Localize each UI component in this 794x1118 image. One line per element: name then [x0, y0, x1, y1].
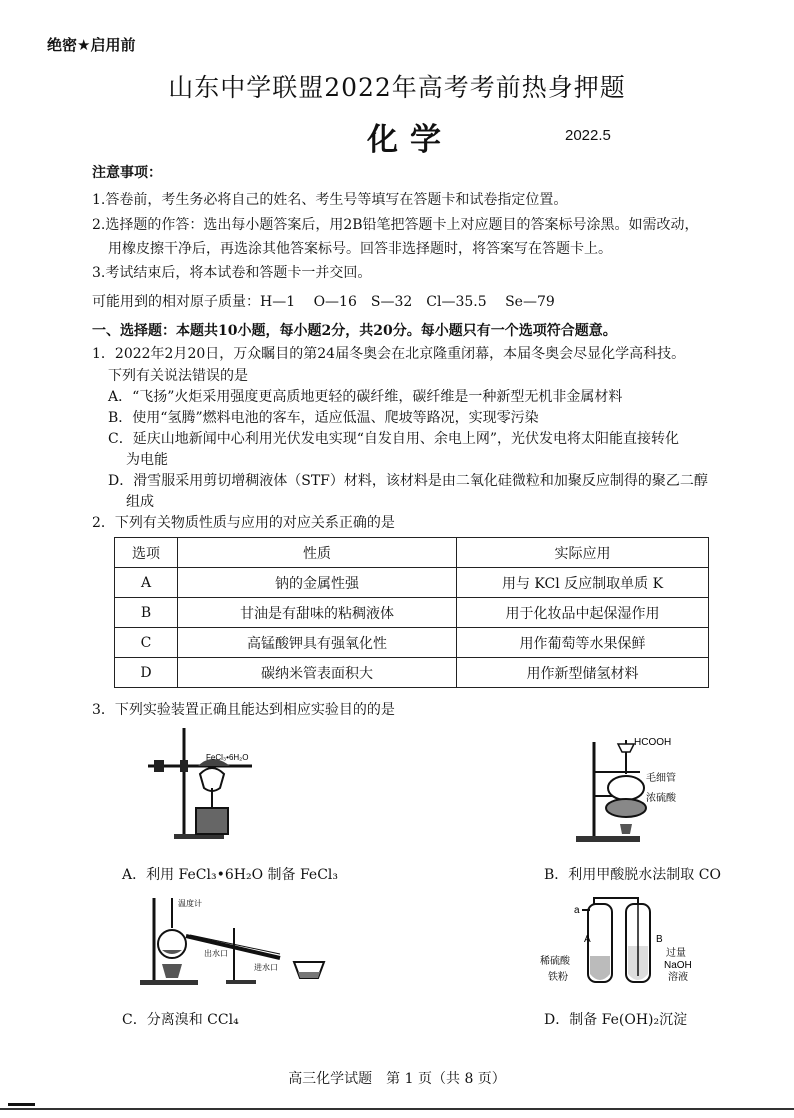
figure-c-label: 出水口: [204, 949, 228, 958]
subject-title: 化学: [367, 122, 453, 158]
q1-option-b: B．使用“氢腾”燃料电池的客车，适应低温、爬坡等路况，实现零污染: [108, 410, 539, 426]
page-bottom-edge: [0, 1108, 794, 1110]
table-cell: 用于化妆品中起保湿作用: [457, 598, 709, 628]
notice-item: 用橡皮擦干净后，再选涂其他答案标号。回答非选择题时，将答案写在答题卡上。: [108, 241, 612, 257]
table-cell: D: [115, 658, 178, 688]
apparatus-b-figure: [570, 734, 700, 849]
atomic-masses: 可能用到的相对原子质量：H—1 O—16 S—32 Cl—35.5 Se—79: [92, 294, 555, 310]
table-row: [115, 628, 709, 658]
section-heading: 一、选择题：本题共10小题，每小题2分，共20分。每小题只有一个选项符合题意。: [92, 323, 617, 339]
notice-item: 1.答卷前，考生务必将自己的姓名、考生号等填写在答题卡和试卷指定位置。: [92, 192, 568, 208]
table-cell: B: [115, 598, 178, 628]
exam-title: 山东中学联盟2022年高考考前热身押题: [168, 73, 626, 102]
notice-item: 2.选择题的作答：选出每小题答案后，用2B铅笔把答题卡上对应题目的答案标号涂黑。如需改动，: [92, 217, 699, 233]
q3-stem: 3．下列实验装置正确且能达到相应实验目的的是: [92, 702, 395, 718]
table-header-row: [115, 538, 709, 568]
q1-stem: 1．2022年2月20日，万众瞩目的第24届冬奥会在北京隆重闭幕，本届冬奥会尽显化学高科技。: [92, 346, 686, 362]
q1-option-c: C．延庆山地新闻中心利用光伏发电实现“自发自用、余电上网”，光伏发电将太阳能直接转化: [108, 431, 680, 447]
figure-c-caption: C．分离溴和 CCl₄: [122, 1012, 239, 1028]
q1-stem: 下列有关说法错误的是: [108, 368, 248, 384]
figure-a-label: FeCl₃•6H₂O: [206, 753, 249, 762]
table-cell: 碳纳米管表面积大: [178, 658, 457, 688]
table-row: [115, 658, 709, 688]
figure-c-label: 温度计: [178, 899, 202, 908]
figure-a-caption: A．利用 FeCl₃•6H₂O 制备 FeCl₃: [122, 867, 338, 883]
q1-option-a: A．“飞扬”火炬采用强度更高质地更轻的碳纤维，碳纤维是一种新型无机非金属材料: [108, 389, 623, 405]
figure-d-label: 铁粉: [548, 972, 568, 983]
figure-b-caption: B．利用甲酸脱水法制取 CO: [544, 867, 721, 883]
figure-d-label: B: [656, 934, 663, 945]
table-header-cell: 选项: [115, 538, 178, 568]
figure-c-label: 进水口: [254, 963, 278, 972]
notice-heading: 注意事项：: [92, 165, 162, 181]
table-cell: 甘油是有甜味的粘稠液体: [178, 598, 457, 628]
figure-d-label: A: [584, 934, 591, 945]
q1-option-c-cont: 为电能: [126, 452, 168, 468]
table-header-cell: 实际应用: [457, 538, 709, 568]
q2-table: [114, 537, 709, 688]
figure-d-label: 稀硫酸: [540, 956, 570, 967]
notice-item: 3.考试结束后，将本试卷和答题卡一并交回。: [92, 265, 372, 281]
table-cell: 高锰酸钾具有强氧化性: [178, 628, 457, 658]
q1-option-d: D．滑雪服采用剪切增稠液体（STF）材料，该材料是由二氧化硅微粒和加聚反应制得的聚乙二醇: [108, 473, 708, 489]
apparatus-a-figure: [140, 722, 260, 842]
table-cell: A: [115, 568, 178, 598]
table-cell: 钠的金属性强: [178, 568, 457, 598]
q2-stem: 2．下列有关物质性质与应用的对应关系正确的是: [92, 515, 395, 531]
figure-d-label: 溶液: [668, 972, 688, 983]
figure-b-label: HCOOH: [634, 737, 672, 748]
figure-b-label: 毛细管: [646, 773, 676, 784]
figure-d-label: NaOH: [664, 960, 692, 971]
figure-b-label: 浓硫酸: [646, 793, 676, 804]
margin-mark: [8, 1103, 35, 1106]
table-cell: 用作新型储氢材料: [457, 658, 709, 688]
q1-option-d-cont: 组成: [126, 494, 154, 510]
apparatus-d-figure: [534, 896, 704, 996]
figure-d-label: a: [574, 905, 580, 916]
page-footer: 高三化学试题 第 1 页（共 8 页）: [288, 1071, 506, 1087]
confidential-mark: 绝密★启用前: [47, 36, 136, 54]
figure-d-label: 过量: [666, 948, 686, 959]
table-cell: 用作葡萄等水果保鲜: [457, 628, 709, 658]
table-cell: C: [115, 628, 178, 658]
figure-d-caption: D．制备 Fe(OH)₂沉淀: [544, 1012, 688, 1028]
table-row: [115, 598, 709, 628]
exam-date: 2022.5: [565, 127, 611, 144]
table-row: [115, 568, 709, 598]
table-header-cell: 性质: [178, 538, 457, 568]
table-cell: 用与 KCl 反应制取单质 K: [457, 568, 709, 598]
apparatus-c-figure: [134, 892, 334, 992]
